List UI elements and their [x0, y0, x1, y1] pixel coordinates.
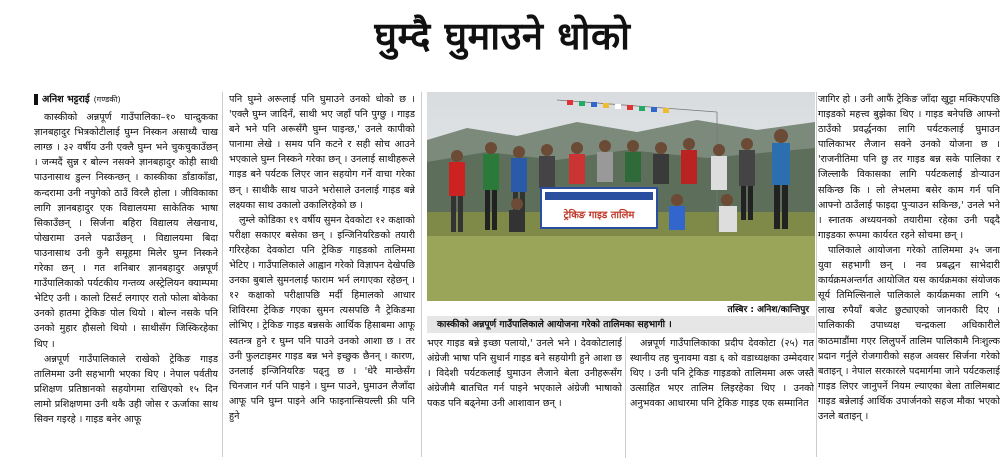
article-column-4 — [630, 336, 814, 458]
column-divider — [625, 336, 626, 458]
column-divider — [816, 92, 817, 457]
paragraph: पालिकाले आयोजना गरेको तालिममा ३५ जना युवा सहभागी छन् । नव प्रबद्धन साभेदारी कार्यक्रमअन्तर्गत आयोजित यस कार्यक्रमका संयोजक सूर्य तिमिल्सिनाले पालिकाले कार्यक्रमका लागि ५ लाख रुपैयाँ बजेट छुट्याएको जानकारी दिए । पालिकाकी उपाध्यक्ष चन्द्रकला अधिकारीले काठमाडौंमा गएर लिलुपर्ने तालिम पालिकामै निःशुल्क प्रदान गर्नुले रोजगारीको सहज अवसर सिर्जना गरेको बताइन् । नेपाल सरकारले पदमार्गमा जाने पर्यटकलाई गाइड लिएर जानुपर्ने नियम ल्याएका बेला तालिमबाट गाइड बन्नेलाई आर्थिक उपार्जनको सहज मौका भएको उनले बताइन् । — [818, 244, 1000, 422]
article-column-1 — [34, 92, 218, 457]
paragraph: कास्कीको अन्नपूर्ण गाउँपालिका–१० घान्द्रुकका ज्ञानबहादुर भित्रकोटीलाई घुम्न निस्कन असाध्यै चाख लाग्छ । ३२ वर्षीय उनी एक्लै घुम्न भने चुकचुकाउँछन् । जन्मदैं सुन्न र बोल्न नसक्ने ज्ञानबहादुर कोही साथी पाउनासाथ डुल्न निस्कन्छन् । कास्कीका डाँडाकाँडा, कन्दरामा उनी नपुगेको ठाउँ विरलै होला । जीविकाका लागि ज्ञानबहादुर एक विद्यालयमा साकेतिक भाषा सिकाउँछन् । सिर्जना बहिरा विद्यालय लेखनाथ, पोखरामा उनले पढाउँछन् । विद्यालयमा बिदा पाउनासाथ उनी कुनै समूहमा मिलेर घुम्न निस्कने गरेका छन् । गत शनिबार ज्ञानबहादुर अन्नपूर्ण गाउँपालिकाको पर्यटकीय गन्तव्य अस्ट्रेलियन क्याम्पमा भेटिए उनी । कालो टिसर्ट लगाएर रातो फोला बोकेका उनको हातमा ट्रेकिङ पोल थियो । बोल्न नसके पनि उनको मुहार हौसलो थियो । साथीसँग जिस्किरहेका थिए । — [34, 112, 218, 350]
byline — [34, 92, 218, 107]
article-column-2 — [229, 92, 415, 457]
author-name: अनिश भट्टराई — [42, 94, 90, 105]
photo-caption: कास्कीको अन्नपूर्ण गाउँपालिकाले आयोजना गरेको तालिमका सहभागी । — [427, 316, 815, 333]
photo-credit-text: तस्बिर : अनिश/कान्तिपुर — [727, 305, 809, 315]
banner-title: ट्रेकिङ गाइड तालिम — [563, 210, 635, 221]
author-place: (गण्डकी) — [93, 95, 121, 104]
article-column-3 — [427, 336, 622, 458]
article-column-5 — [818, 92, 1000, 457]
byline-bar — [34, 94, 38, 105]
paragraph: पनि घुम्ने अरूलाई पनि घुमाउने उनको धोको छ । 'एक्लै घुम्न जादिनँ, साथी भए जहाँ पनि पुग्छु । गाइड बने भने पनि अरूसँगै घुम्न पाइन्छ,' उनले कापीको पानामा लेखे । समय पनि कटने र सही सोच आउने भएकाले घुम्न निस्कने गरेका छन् । उनलाई साथीहरूले गाइड बने पर्यटक लिएर जान सहयोग गर्ने वाचा गरेका छन् । साथीकै साथ पाउने भरोसाले उनलाई गाइड बन्ने लक्ष्यका साथ उकालो उकालिरहेको छ । — [229, 94, 415, 211]
paragraph: भएर गाइड बन्ने इच्छा पलायो,' उनले भने । देवकोटालाई अंग्रेजी भाषा पनि सुधार्न गाइड बने सहयोगी हुने आशा छ । विदेशी पर्यटकलाई घुमाउन लैजाने बेला उनीहरूसँग अंग्रेजीमै बातचित गर्न पाइने भएकाले अंग्रेजी भाषाको पकड पनि बढ्नेमा उनी आशावान छन् । — [427, 338, 622, 410]
column-divider — [421, 92, 422, 457]
column-divider — [222, 92, 223, 457]
article-photo — [427, 92, 815, 301]
headline: घुम्दै घुमाउने धोको — [374, 14, 631, 58]
paragraph: लुम्ले कोडिका १९ वर्षीय सुमन देवकोटा १२ कक्षाको परीक्षा सकाएर बसेका छन् । इन्जिनियरिङको तयारी गरिरहेका देवकोटा पनि ट्रेकिङ गाइडको तालिममा भेटिए । गाउँपालिकाले आह्वान गरेको विज्ञापन देखेपछि उनका बुबाले सुमनलाई फाराम भर्न लगाएका रहेछन् । १२ कक्षाको परीक्षापछि मर्दी हिमालको आधार शिविरमा ट्रेकिङ गएका सुमन त्यसपछि नै ट्रेकिङमा लोभिए । ट्रेकिङ गाइड बन्नसके आर्थिक हिसाबमा आफू स्वतन्त्र हुने र घुम्न पनि पाउने उनको आशा छ । तर उनी फुलटाइमर गाइड बन्न भने इच्छुक छैनन् । कारण, उनलाई इन्जिनियरिङ पढ्नु छ । 'धेरै मान्छेसँग चिनजान गर्न पनि पाइने । घुम्न पाउने, घुमाउन लैजाँदा आफू पनि घुम्न पाइने अनि फाइनान्सियल्ली फ्री पनि हुने — [229, 214, 415, 422]
paragraph: अन्नपूर्ण गाउँपालिकाले राखेको ट्रेकिङ गाइड तालिममा उनी सहभागी भएका थिए । नेपाल पर्वतीय प्रशिक्षण प्रतिष्ठानको सहयोगमा राखिएको १५ दिन लामो प्रशिक्षणमा उनी थकै उही जोस र ऊर्जाका साथ सिक्न गइरहे । गाइड बनेर आफू — [34, 353, 218, 425]
paragraph: अन्नपूर्ण गाउँपालिकाका प्रदीप देवकोटा (२५) गत स्थानीय तह चुनावमा वडा ६ को वडाध्यक्षका उम्मेदवार थिए । उनी पनि ट्रेकिङ गाइडको तालिममा अरू जस्तै उत्साहित भएर तालिम लिइरहेका थिए । उनको अनुभवका आधारमा पनि ट्रेकिङ गाइड एक सम्मानित — [630, 338, 814, 410]
photo-credit — [427, 302, 815, 315]
paragraph: जागिर हो । उनी आफैं ट्रेकिङ जाँदा खुट्टा मक्किएपछि गाइडको महत्त्व बुझेका थिए । गाइड बनेपछि आफ्नो ठाउँको प्रवर्द्धनका लागि पर्यटकलाई घुमाउन पालिकाभर लैजान सक्ने उनको योजना छ । 'राजनीतिमा पनि छु तर गाइड बन्न सके पालिका र जिल्लाकै विकासका लागि पर्यटकलाई डोऱ्याउन सकिन्छ कि । लो लेभलमा बसेर काम गर्न पनि आफ्नो ठाउँलाई फाइदा पुऱ्याउन सकिन्छ,' उनले भने । स्नातक अध्ययनको तयारीमा रहेका उनी पढ्दै गाइडका रूपमा कार्यरत रहने सोचमा छन् । — [818, 94, 1000, 241]
